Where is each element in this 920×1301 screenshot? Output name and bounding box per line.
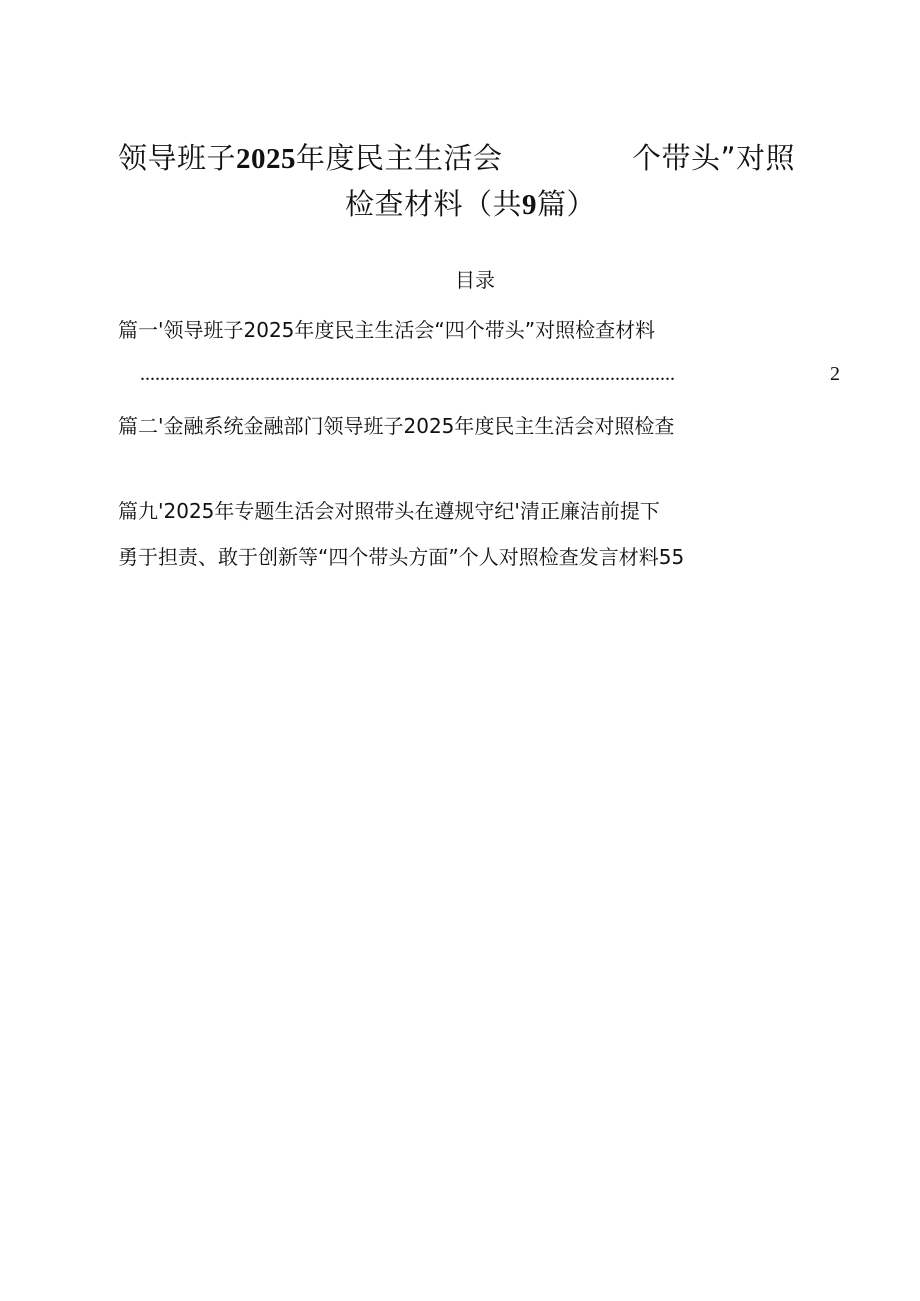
document-title-line1-part2: 个带头”对照 (632, 141, 796, 175)
title-text-prefix: 领导班子 (118, 141, 237, 175)
toc-entry-1-page-number: 2 (830, 363, 840, 385)
title-line2-prefix: 检查材料（共 (345, 187, 523, 221)
title-line2-count: 9 (522, 189, 538, 221)
toc-heading: 目录 (455, 268, 495, 292)
toc-entry-9-line1[interactable]: 篇九'2025年专题生活会对照带头在遵规守纪'清正廉洁前提下 (118, 499, 660, 523)
title-text-suffix: 年度民主生活会 (296, 141, 503, 175)
toc-entry-2[interactable]: 篇二'金融系统金融部门领导班子2025年度民主生活会对照检查 (118, 414, 675, 438)
document-title-line2 (345, 186, 596, 223)
toc-entry-1-leader-dots: ........................................................................................................... (140, 363, 675, 385)
toc-entry-9-line2[interactable]: 勇于担责、敢于创新等“四个带头方面”个人对照检查发言材料55 (118, 545, 685, 569)
document-title-line1-part1 (118, 140, 503, 177)
toc-entry-1-leader-row (140, 360, 840, 388)
title-year: 2025 (236, 143, 297, 175)
toc-entry-1[interactable]: 篇一'领导班子2025年度民主生活会“四个带头”对照检查材料 (118, 318, 656, 342)
title-line2-suffix: 篇） (537, 187, 597, 221)
